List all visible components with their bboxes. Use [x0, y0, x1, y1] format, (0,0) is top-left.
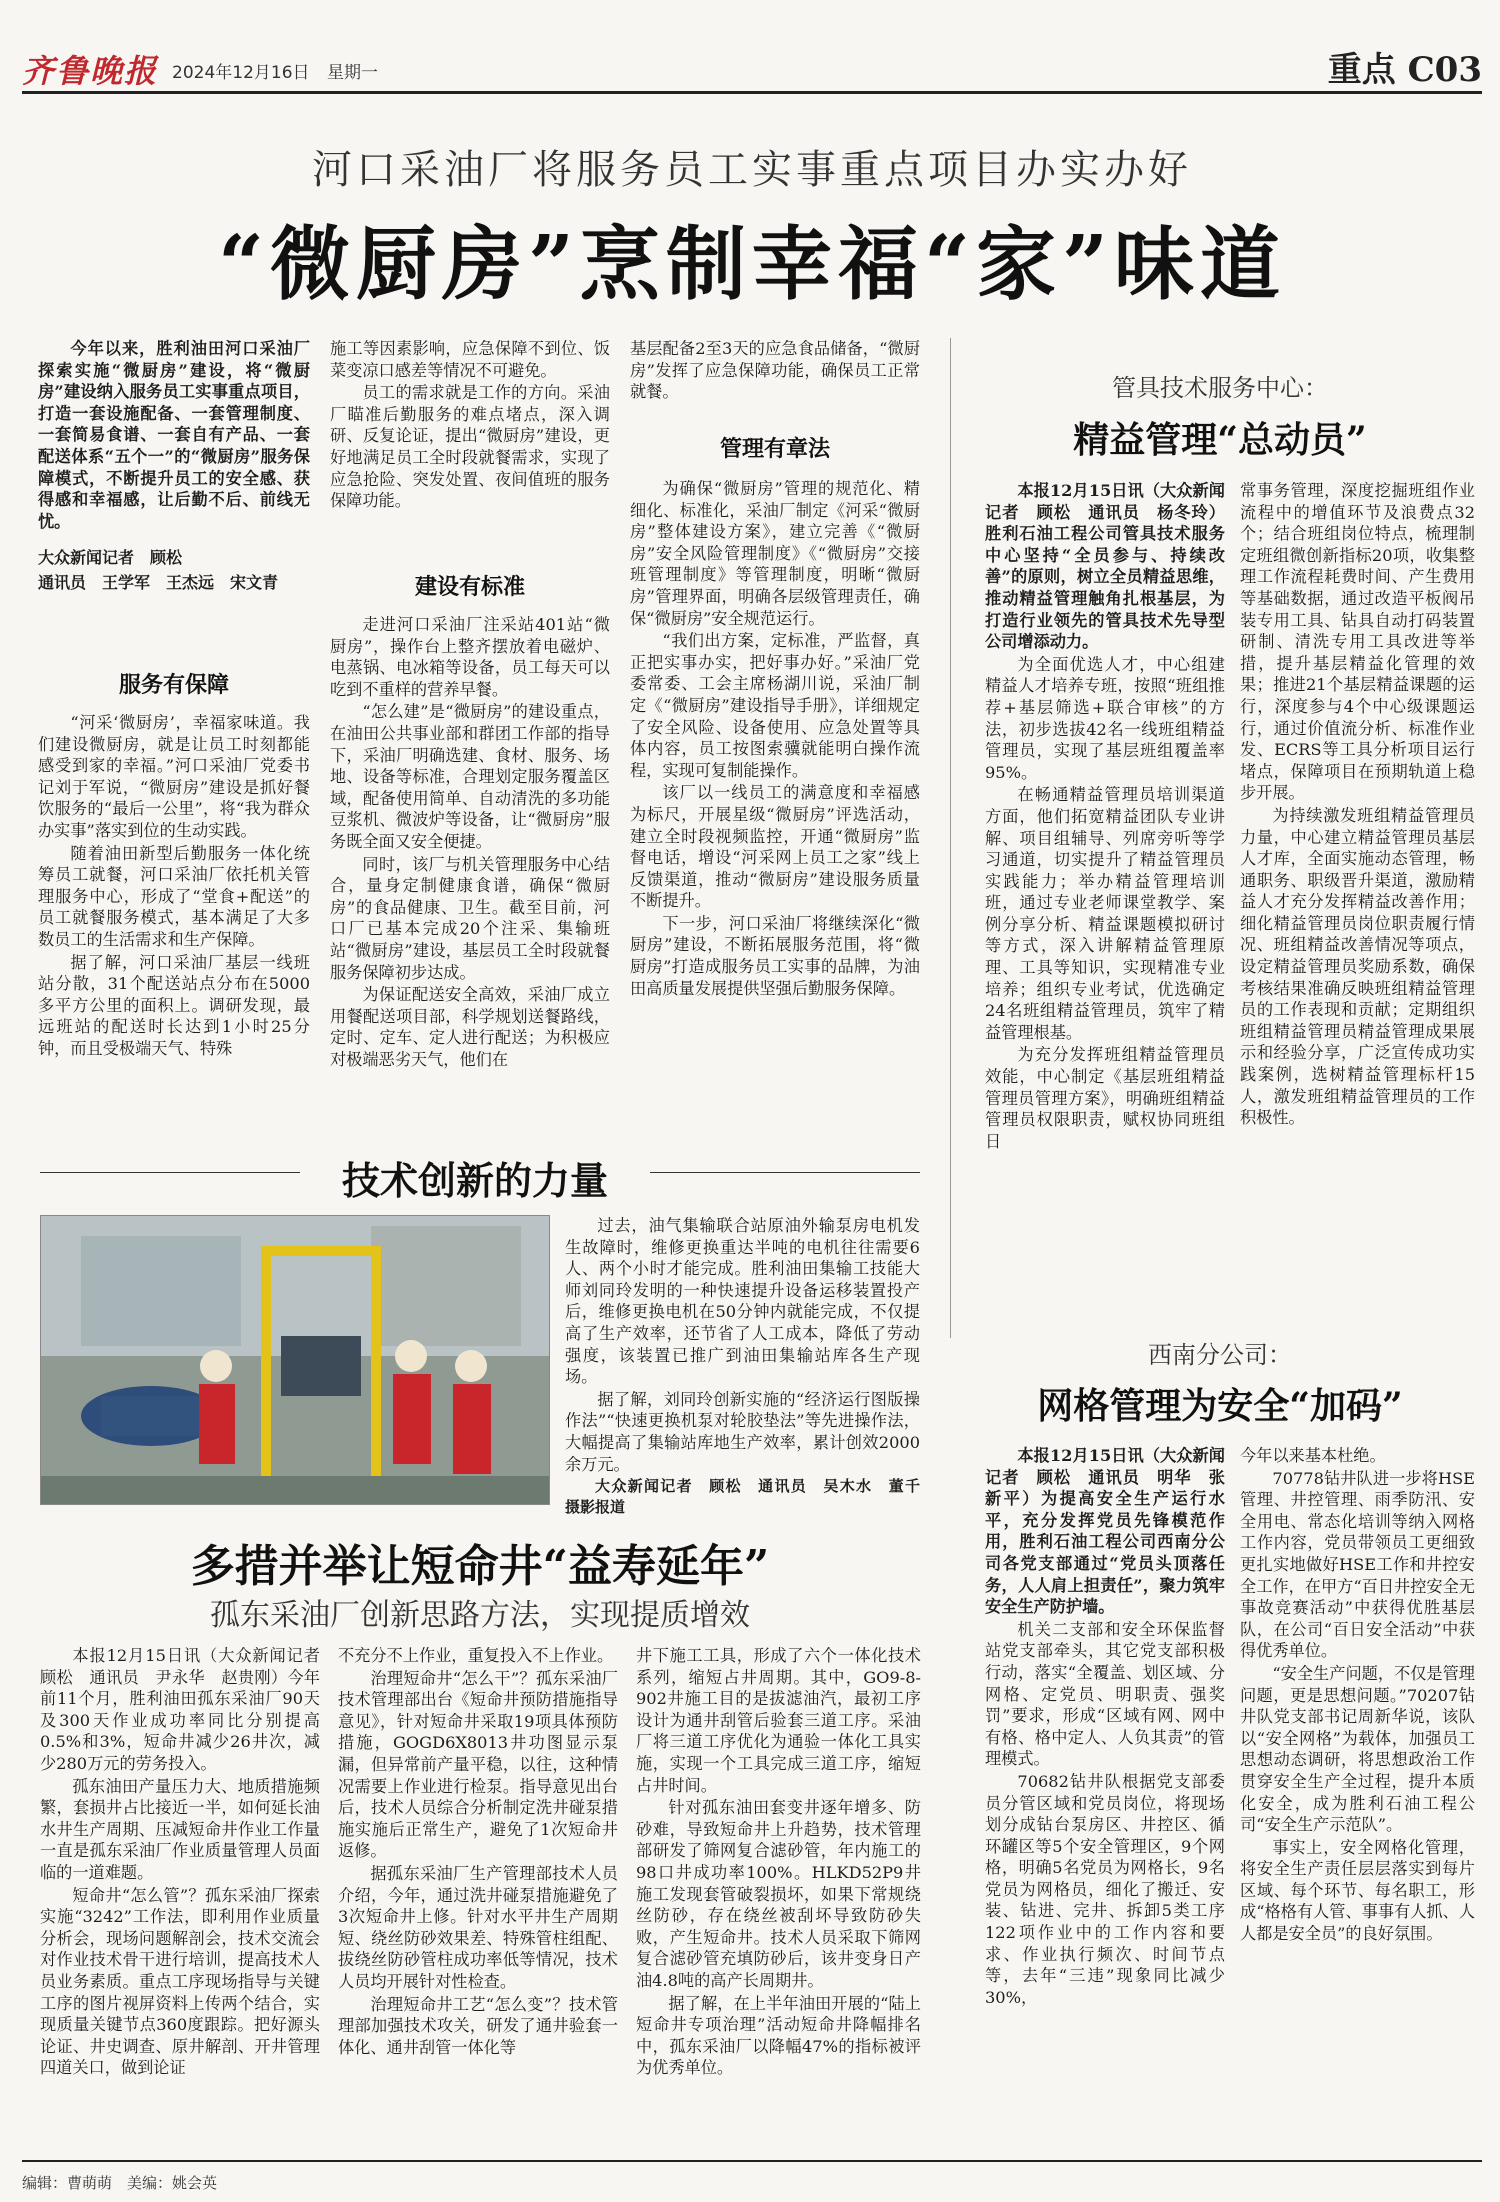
paragraph: 下一步，河口采油厂将继续深化“微厨房”建设，不断拓展服务范围，将“微厨房”打造成服务员工实事的品牌，为油田高质量发展提供坚强后勤服务保障。: [630, 913, 920, 998]
paragraph: 基层配备2至3天的应急食品储备，“微厨房”发挥了应急保障功能，确保员工正常就餐。: [630, 339, 920, 402]
paragraph: 为充分发挥班组精益管理员效能，中心制定《基层班组精益管理员管理方案》，明确班组精益管理员权限职责，赋权协同班组日: [985, 1045, 1225, 1151]
workers-photo: [40, 1215, 550, 1505]
paragraph: 今年以来基本杜绝。: [1240, 1446, 1386, 1465]
well-subhead: 孤东采油厂创新思路方法，实现提质增效: [210, 1598, 750, 1633]
main-col-3b: [630, 478, 920, 1000]
section-rule-right: [650, 1172, 920, 1173]
paragraph: 事实上，安全网格化管理，将安全生产责任层层落实到每片区域、每个环节、每名职工，形成“格格有人管、事事有人抓、人人都是安全员”的良好氛围。: [1240, 1837, 1475, 1944]
right1-title: 精益管理“总动员”: [1073, 419, 1367, 461]
right1-col-a: [985, 480, 1225, 1153]
issue-weekday: 星期一: [327, 63, 378, 83]
paragraph: 井下施工工具，形成了六个一体化技术系列，缩短占井周期。其中，GO9-8-902井施工目的是拔滤油汽，最初工序设计为通井刮管后验套三道工序。采油厂将三道工序优化为通验一体化工具实施，实现一个工具完成三道工序，缩短占井时间。: [636, 1646, 921, 1795]
paragraph: 短命井“怎么管”？孤东采油厂探索实施“3242”工作法，即利用作业质量分析会，现场问题解剖会，技术交流会对作业技术骨干进行培训，提高技术人员业务素质。重点工序现场指导与关键工序的图片视屏资料上传两个结合，实现质量关键节点360度跟踪。把好源头论证、井史调查、原井解剖、开井管理四道关口，做到论证: [40, 1885, 320, 2078]
section-label: 重点 C03: [1327, 50, 1482, 90]
masthead: [22, 40, 1482, 94]
main-subhead-1: 服务有保障: [118, 672, 229, 698]
main-col-1b: [38, 712, 310, 1061]
paragraph: 该厂以一线员工的满意度和幸福感为标尺，开展星级“微厨房”评选活动，建立全时段视频监控，开通“微厨房”监督电话，增设“河采网上员工之家”线上反馈渠道，推动“微厨房”建设服务质量不断提升。: [630, 783, 920, 911]
paragraph: 不充分不上作业，重复投入不上作业。: [338, 1646, 614, 1665]
footer-rule: [22, 2160, 1482, 2162]
paragraph: 据孤东采油厂生产管理部技术人员介绍，今年，通过洗井碰泵措施避免了3次短命井上修。针对水平井生产周期短、绕丝防砂效果差、特殊管柱组配、拔绕丝防砂管柱成功率低等情况，技术人员均开展针对性检查。: [338, 1863, 618, 1991]
paragraph: 走进河口采油厂注采站401站“微厨房”，操作台上整齐摆放着电磁炉、电蒸锅、电冰箱等设备，员工每天可以吃到不重样的营养早餐。: [330, 615, 610, 699]
workers-photo-illustration: [41, 1216, 550, 1505]
paragraph: 同时，该厂与机关管理服务中心结合，量身定制健康食谱，确保“微厨房”的食品健康、卫生。截至目前，河口厂已基本完成20个注采、集输班站“微厨房”建设，基层员工全时段就餐服务保障初步达成。: [330, 854, 610, 982]
paragraph: 施工等因素影响，应急保障不到位、饭菜变凉口感差等情况不可避免。: [330, 339, 610, 380]
main-subhead-3: 管理有章法: [719, 436, 830, 462]
main-col-2: [330, 338, 610, 513]
paragraph: 常事务管理，深度挖掘班组作业流程中的增值环节及浪费点32个；结合班组岗位特点，梳理制定班组微创新指标20项，收集整理工作流程耗费时间、产生费用等基础数据，通过改造平板阀吊装专用工具、钻具自动打码装置研制、清洗专用工具改进等举措，提升基层精益化管理的效果；推进21个基层精益课题的运行，深度参与4个中心级课题运行，通过价值流分析、标准作业发、ECRS等工具分析项目运行堵点，保障项目在预期轨道上稳步开展。: [1240, 481, 1475, 803]
paragraph: “怎么建”是“微厨房”的建设重点，在油田公共事业部和群团工作部的指导下，采油厂明确选建、食材、服务、场地、设备等标准，合理划定服务覆盖区域，配备使用简单、自动清洗的多功能豆浆机、微波炉等设备，让“微厨房”服务既全面又安全便捷。: [330, 702, 610, 851]
editor-credits: 编辑：曹萌萌 美编：姚会英: [22, 2174, 218, 2192]
paragraph: “河采‘微厨房’，幸福家味道。我们建设微厨房，就是让员工时刻都能感受到家的幸福。”河口采油厂党委书记刘于军说，“微厨房”建设是抓好餐饮服务的“最后一公里”，将“我为群众办实事”落实到位的生动实践。: [38, 713, 310, 840]
section-rule-left: [40, 1172, 300, 1173]
column-divider: [950, 338, 951, 1338]
paragraph: 治理短命井“怎么干”？孤东采油厂技术管理部出台《短命井预防措施指导意见》，针对短命井采取19项具体预防措施，GOGD6X8013井功图显示泵漏，但异常前产量平稳，以往，这种情况需要上作业进行检泵。指导意见出台后，技术人员综合分析制定洗井碰泵措施实施后正常生产，避免了1次短命井返修。: [338, 1668, 618, 1861]
paragraph: 本报12月15日讯（大众新闻记者 顾松 通讯员 尹永华 赵贵刚）今年前11个月，胜利油田孤东采油厂90天及300天作业成功率同比分别提高0.5%和3%，短命井减少26井次，减少280万元的劳务投入。: [40, 1646, 337, 1773]
main-subhead-2: 建设有标准: [414, 574, 525, 600]
right2-col-b: [1240, 1445, 1475, 1946]
paragraph: 为保证配送安全高效，采油厂成立用餐配送项目部，科学规划送餐路线，定时、定车、定人进行配送；为积极应对极端恶劣天气，他们在: [330, 985, 610, 1069]
paragraph: 在畅通精益管理员培训渠道方面，他们拓宽精益团队专业讲解、项目组辅导、列席旁听等学习通道，切实提升了精益管理员实践能力；举办精益管理培训班，通过专业老师课堂教学、案例分享分析、精益课题模拟研讨等方式，深入讲解精益管理原理、工具等知识，实现精准专业培养；组织专业考试，优选确定24名班组精益管理员，筑牢了精益管理根基。: [985, 785, 1225, 1042]
paragraph: 针对孤东油田套变井逐年增多、防砂难，导致短命井上升趋势，技术管理部研发了筛网复合滤砂管，年内施工的98口井成功率100%。HLKD52P9井施工发现套管破裂损坏，如果下常规绕丝防砂，存在绕丝被刮坏导致防砂失败，产生短命井。技术人员采取下筛网复合滤砂管充填防砂后，该井变身日产油4.8吨的高产长周期井。: [636, 1798, 921, 1990]
right1-kicker: 管具技术服务中心：: [1112, 374, 1328, 402]
right2-col-a: [985, 1445, 1225, 2009]
paragraph: 过去，油气集输联合站原油外输泵房电机发生故障时，维修更换重达半吨的电机往往需要6人、两个小时才能完成。胜利油田集输工技能大师刘同玲发明的一种快速提升设备运移装置投产后，维修更换电机在50分钟内就能完成，不仅提高了生产效率，还节省了人工成本，降低了劳动强度，该装置已推广到油田集输站库各生产现场。: [565, 1216, 920, 1387]
paragraph: 治理短命井工艺“怎么变”？技术管理部加强技术攻关，研发了通井验套一体化、通井刮管一体化等: [338, 1994, 618, 2057]
paragraph: 据了解，河口采油厂基层一线班站分散，31个配送站点分布在5000多平方公里的面积上。调研发现，最远班站的配送时长达到1小时25分钟，而且受极端天气、特殊: [38, 952, 310, 1058]
paragraph: “安全生产问题，不仅是管理问题，更是思想问题。”70207钻井队党支部书记周新华说，该队以“安全网格”为载体，加强员工思想动态调研，将思想政治工作贯穿安全生产全过程，提升本质化安全，成为胜利石油工程公司“安全生产示范队”。: [1240, 1663, 1475, 1835]
paragraph: 70682钻井队根据党支部委员分管区域和党员岗位，将现场划分成钻台泵房区、井控区、循环罐区等5个安全管理区，9个网格，明确5名党员为网格长，9名党员为网格员，细化了搬迁、安装、钻进、完井、拆卸5类工序122项作业中的工作内容和要求、作业执行频次、时间节点等，去年“三违”现象同比减少30%，: [985, 1771, 1225, 2007]
paragraph: 本报12月15日讯（大众新闻记者 顾松 通讯员 明华 张新平）为提高安全生产运行水平，充分发挥党员先锋模范作用，胜利石油工程公司西南分公司各党支部通过“党员头顶落任务，人人肩上担责任”，聚力筑牢安全生产防护墙。: [985, 1446, 1225, 1617]
main-kicker: 河口采油厂将服务员工实事重点项目办实办好: [312, 147, 1192, 193]
issue-date: 2024年12月16日: [172, 63, 310, 83]
paragraph: 为持续激发班组精益管理员力量，中心建立精益管理员基层人才库，全面实施动态管理，畅通职务、职级晋升渠道，激励精益人才充分发挥精益改善作用；细化精益管理员岗位职责履行情况、班组精益改善情况等项点，设定精益管理员奖励系数，确保考核结果准确反映班组精益管理员的工作表现和贡献；定期组织班组精益管理员精益管理成果展示和经验分享，广泛宣传成功实践案例，选树精益管理标杆15人，激发班组精益管理员的工作积极性。: [1240, 805, 1475, 1128]
well-col-3: [636, 1645, 921, 2080]
well-col-2: [338, 1645, 618, 2059]
paragraph: “我们出方案，定标准，严监督，真正把实事办实，把好事办好。”采油厂党委常委、工会主席杨湖川说，采油厂制定《“微厨房”建设指导手册》，详细规定了安全风险、设备使用、应急处置等具体内容，员工按图索骥就能明白操作流程，实现可复制能操作。: [630, 631, 920, 780]
photo-credit: 大众新闻记者 顾松 通讯员 吴木水 董千 摄影报道: [565, 1477, 936, 1517]
main-headline: “微厨房”烹制幸福“家”味道: [217, 217, 1287, 311]
well-headline: 多措并举让短命井“益寿延年”: [190, 1541, 770, 1592]
right2-title: 网格管理为安全“加码”: [1037, 1385, 1403, 1427]
tech-body: [565, 1215, 936, 1519]
paragraph: 本报12月15日讯（大众新闻记者 顾松 通讯员 杨冬玲）胜利石油工程公司管具技术服务中心坚持“全员参与、持续改善”的原则，树立全员精益思维，推动精益管理触角扎根基层，为打造行业领先的管具技术先导型公司增添动力。: [985, 481, 1225, 652]
main-col-3: [630, 338, 920, 404]
main-byline-2: 通讯员 王学军 王杰远 宋文青: [38, 573, 279, 593]
paragraph: 员工的需求就是工作的方向。采油厂瞄准后勤服务的难点堵点，深入调研、反复论证，提出“微厨房”建设，更好地满足员工全时段就餐需求，实现了应急抢险、突发处置、夜间值班的服务保障功能。: [330, 383, 610, 511]
right1-col-b: [1240, 480, 1475, 1130]
main-lead: 今年以来，胜利油田河口采油厂探索实施“微厨房”建设，将“微厨房”建设纳入服务员工实事重点项目，打造一套设施配备、一套管理制度、一套简易食谱、一套自有产品、一套配送体系“五个一”的“微厨房”服务保障模式，不断提升员工的安全感、获得感和幸福感，让后勤不后、前线无忧。: [38, 339, 310, 531]
paragraph: 为确保“微厨房”管理的规范化、精细化、标准化，采油厂制定《河采“微厨房”整体建设方案》，建立完善《“微厨房”安全风险管理制度》《“微厨房”交接班管理制度》等管理制度，明晰“微厨房”管理界面，明确各层级管理责任，确保“微厨房”安全规范运行。: [630, 479, 920, 628]
paragraph: 据了解，刘同玲创新实施的“经济运行图版操作法”“快速更换机泵对轮胶垫法”等先进操作法，大幅提高了集输站库地生产效率，累计创效2000余万元。: [565, 1389, 920, 1474]
paragraph: 随着油田新型后勤服务一体化统筹员工就餐，河口采油厂依托机关管理服务中心，形成了“堂食+配送”的员工就餐服务模式，基本满足了大多数员工的生活需求和生产保障。: [38, 843, 310, 949]
well-col-1: [40, 1645, 337, 2080]
right2-kicker: 西南分公司：: [1148, 1341, 1292, 1369]
main-col-2b: [330, 614, 610, 1071]
tech-title: 技术创新的力量: [341, 1158, 608, 1203]
paragraph: 据了解，在上半年油田开展的“陆上短命井专项治理”活动短命井降幅排名中，孤东采油厂以降幅47%的指标被评为优秀单位。: [636, 1993, 921, 2078]
newspaper-logo: 齐鲁晚报: [22, 52, 159, 90]
paragraph: 机关二支部和安全环保监督站党支部牵头，其它党支部积极行动，落实“全覆盖、划区域、分网格、定党员、明职责、强奖罚”要求，形成“区域有网、网中有格、格中定人、人负其责”的管理模式。: [985, 1619, 1225, 1769]
main-col-1: [38, 338, 310, 596]
paragraph: 为全面优选人才，中心组建精益人才培养专班，按照“班组推荐+基层筛选+联合审核”的方法，初步选拔42名一线班组精益管理员，实现了基层班组覆盖率95%。: [985, 654, 1225, 782]
main-byline-1: 大众新闻记者 顾松: [38, 548, 183, 568]
paragraph: 孤东油田产量压力大、地质措施频繁，套损井占比接近一半，如何延长油水井生产周期、压减短命井作业工作量一直是孤东采油厂作业质量管理人员面临的一道难题。: [40, 1776, 320, 1882]
paragraph: 70778钻井队进一步将HSE管理、井控管理、雨季防汛、安全用电、常态化培训等纳入网格工作内容，党员带领员工更细致更扎实地做好HSE工作和井控安全工作，在甲方“百日井控安全无事故竞赛活动”中获得优胜基层队，在公司“百日安全活动”中获得优秀单位。: [1240, 1468, 1475, 1661]
